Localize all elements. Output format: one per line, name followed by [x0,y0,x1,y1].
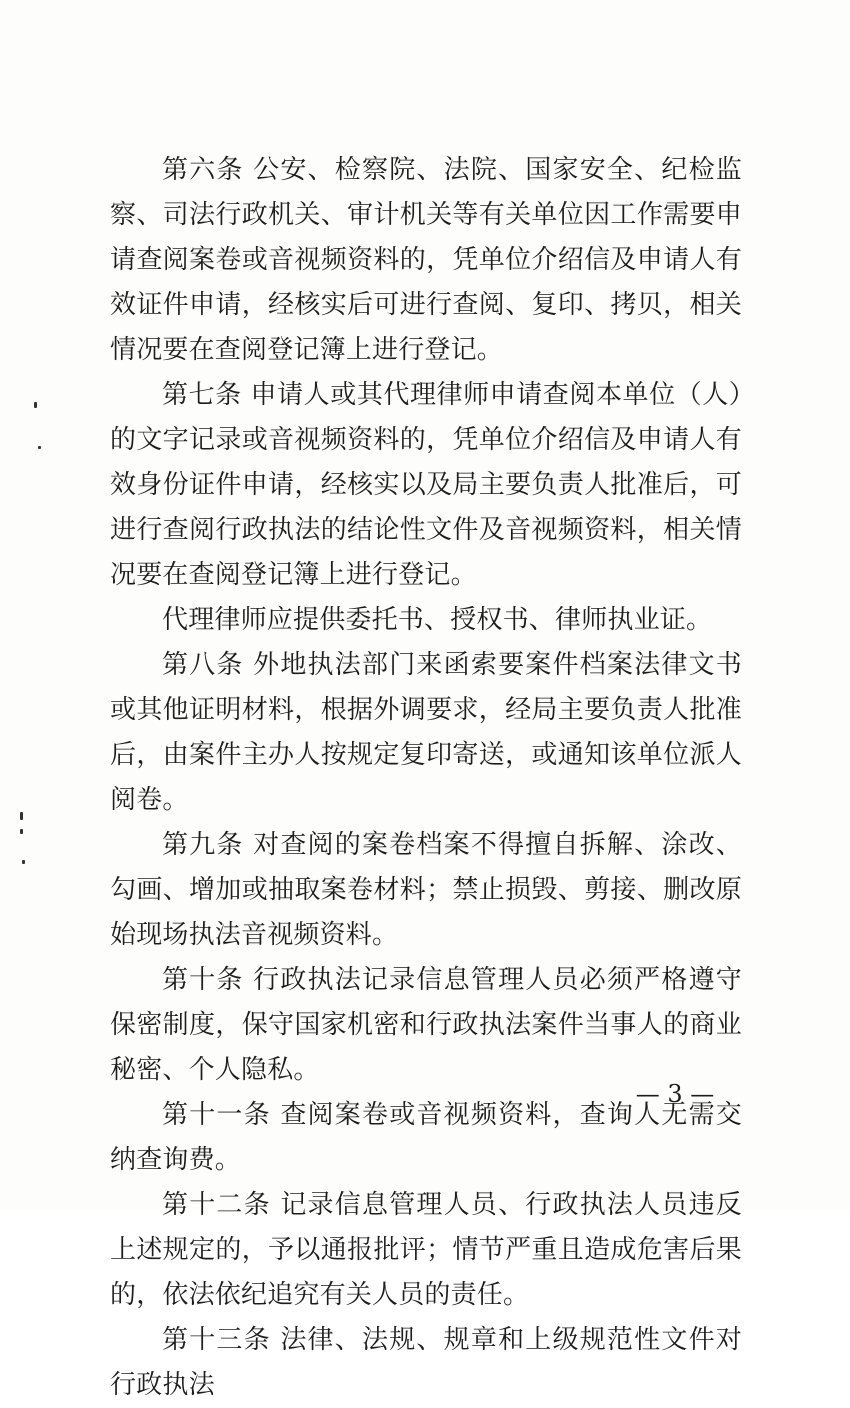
article-6: 第六条 公安、检察院、法院、国家安全、纪检监察、司法行政机关、审计机关等有关单位因工作需要申请查阅案卷或音视频资料的，凭单位介绍信及申请人有效证件申请，经核实后可进行查阅、复印、拷贝，相关情况要在查阅登记簿上进行登记。 [110,155,742,365]
page-number: — 3 — [635,1080,715,1108]
binding-mark [20,812,23,820]
article-7: 第七条 申请人或其代理律师申请查阅本单位（人）的文字记录或音视频资料的，凭单位介绍信及申请人有效身份证件申请，经核实以及局主要负责人批准后，可进行查阅行政执法的结论性文件及音视频资料，相关情况要在查阅登记簿上进行登记。 [110,380,742,590]
article-12: 第十二条 记录信息管理人员、行政执法人员违反上述规定的，予以通报批评；情节严重且造成危害后果的，依法依纪追究有关人员的责任。 [110,1190,742,1310]
document-body [110,148,742,1408]
binding-mark [34,402,37,408]
binding-mark [38,446,41,449]
article-9: 第九条 对查阅的案卷档案不得擅自拆解、涂改、勾画、增加或抽取案卷材料；禁止损毁、剪接、删改原始现场执法音视频资料。 [110,830,742,950]
article-8: 第八条 外地执法部门来函索要案件档案法律文书或其他证明材料，根据外调要求，经局主要负责人批准后，由案件主办人按规定复印寄送，或通知该单位派人阅卷。 [110,650,742,815]
article-10: 第十条 行政执法记录信息管理人员必须严格遵守保密制度，保守国家机密和行政执法案件当事人的商业秘密、个人隐私。 [110,965,742,1085]
article-13: 第十三条 法律、法规、规章和上级规范性文件对行政执法 [110,1325,742,1400]
binding-mark [22,860,25,864]
article-11: 第十一条 查阅案卷或音视频资料，查询人无需交纳查询费。 [110,1100,742,1175]
lawyer-documents-note: 代理律师应提供委托书、授权书、律师执业证。 [162,605,713,635]
binding-mark [20,829,23,834]
